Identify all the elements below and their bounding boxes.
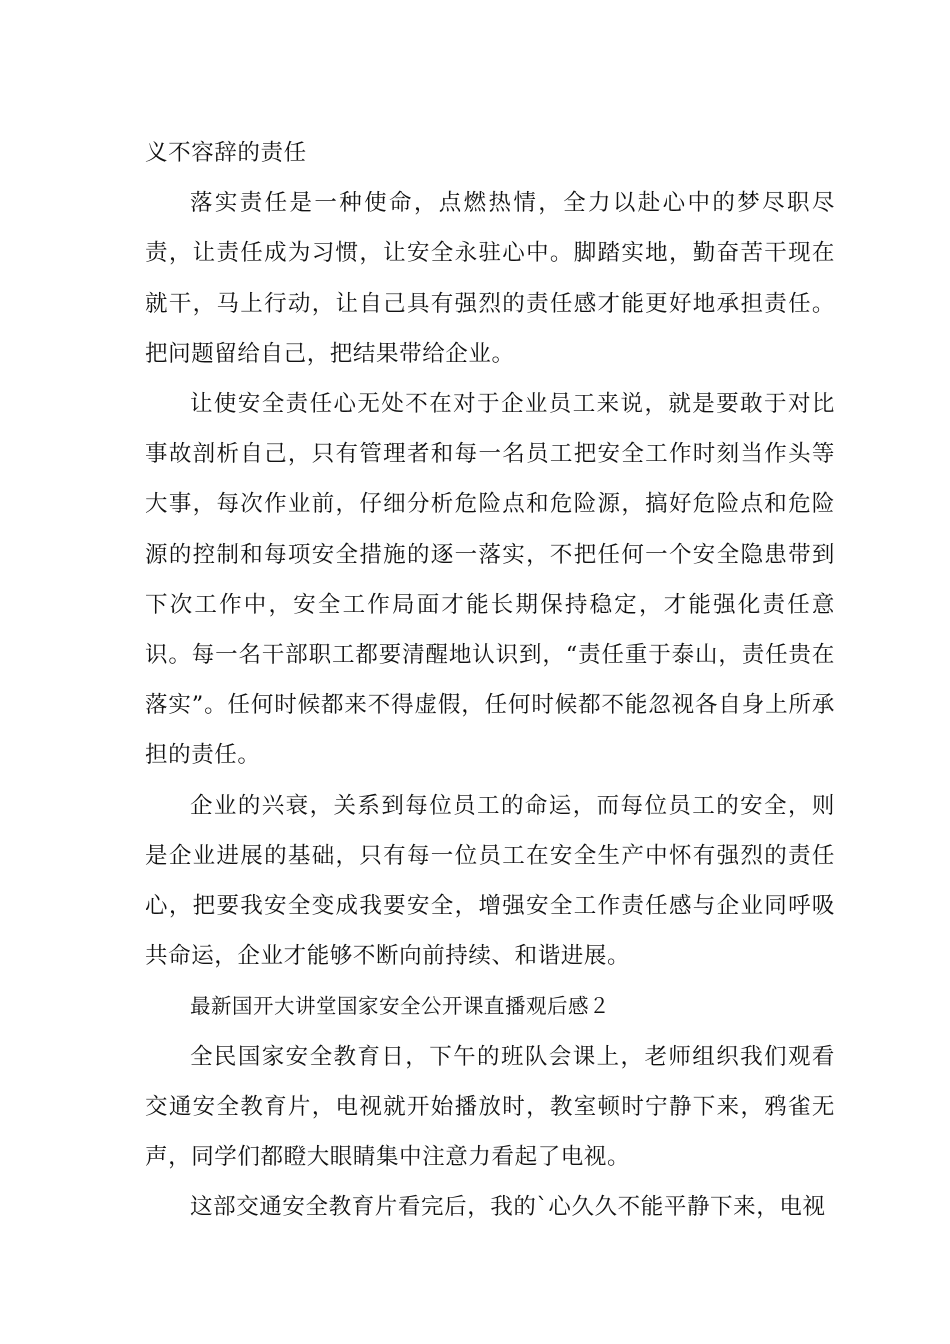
paragraph-4: 企业的兴衰，关系到每位员工的命运，而每位员工的安全，则是企业进展的基础，只有每一位员工在安全生产中怀有强烈的责任心，把要我安全变成我要安全，增强安全工作责任感与企业同呼吸共命运，企业才能够不断向前持续、和谐进展。 — [145, 792, 835, 970]
paragraph-3: 让使安全责任心无处不在对于企业员工来说，就是要敢于对比事故剖析自己，只有管理者和每一名员工把安全工作时刻当作头等大事，每次作业前，仔细分析危险点和危险源，搞好危险点和危险源的控制和每项安全措施的逐一落实，不把任何一个安全隐患带到下次工作中，安全工作局面才能长期保持稳定，才能强化责任意识。每一名干部职工都要清醒地认识到，“责任重于泰山，责任贵在落实”。任何时候都来不得虚假，任何时候都不能忽视各自身上所承担的责任。 — [145, 391, 835, 769]
paragraph-5: 全民国家安全教育日，下午的班队会课上，老师组织我们观看交通安全教育片，电视就开始播放时，教室顿时宁静下来，鸦雀无声，同学们都瞪大眼睛集中注意力看起了电视。 — [145, 1043, 835, 1171]
section-subtitle: 最新国开大讲堂国家安全公开课直播观后感２ — [190, 994, 610, 1019]
paragraph-1: 义不容辞的责任 — [145, 140, 307, 166]
paragraph-6: 这部交通安全教育片看完后，我的`心久久不能平静下来，电视 — [190, 1194, 826, 1221]
document-page — [145, 128, 835, 1232]
paragraph-2: 落实责任是一种使命，点燃热情，全力以赴心中的梦尽职尽责，让责任成为习惯，让安全永驻心中。脚踏实地，勤奋苦干现在就干，马上行动，让自己具有强烈的责任感才能更好地承担责任。把问题留给自己，把结果带给企业。 — [145, 190, 835, 367]
